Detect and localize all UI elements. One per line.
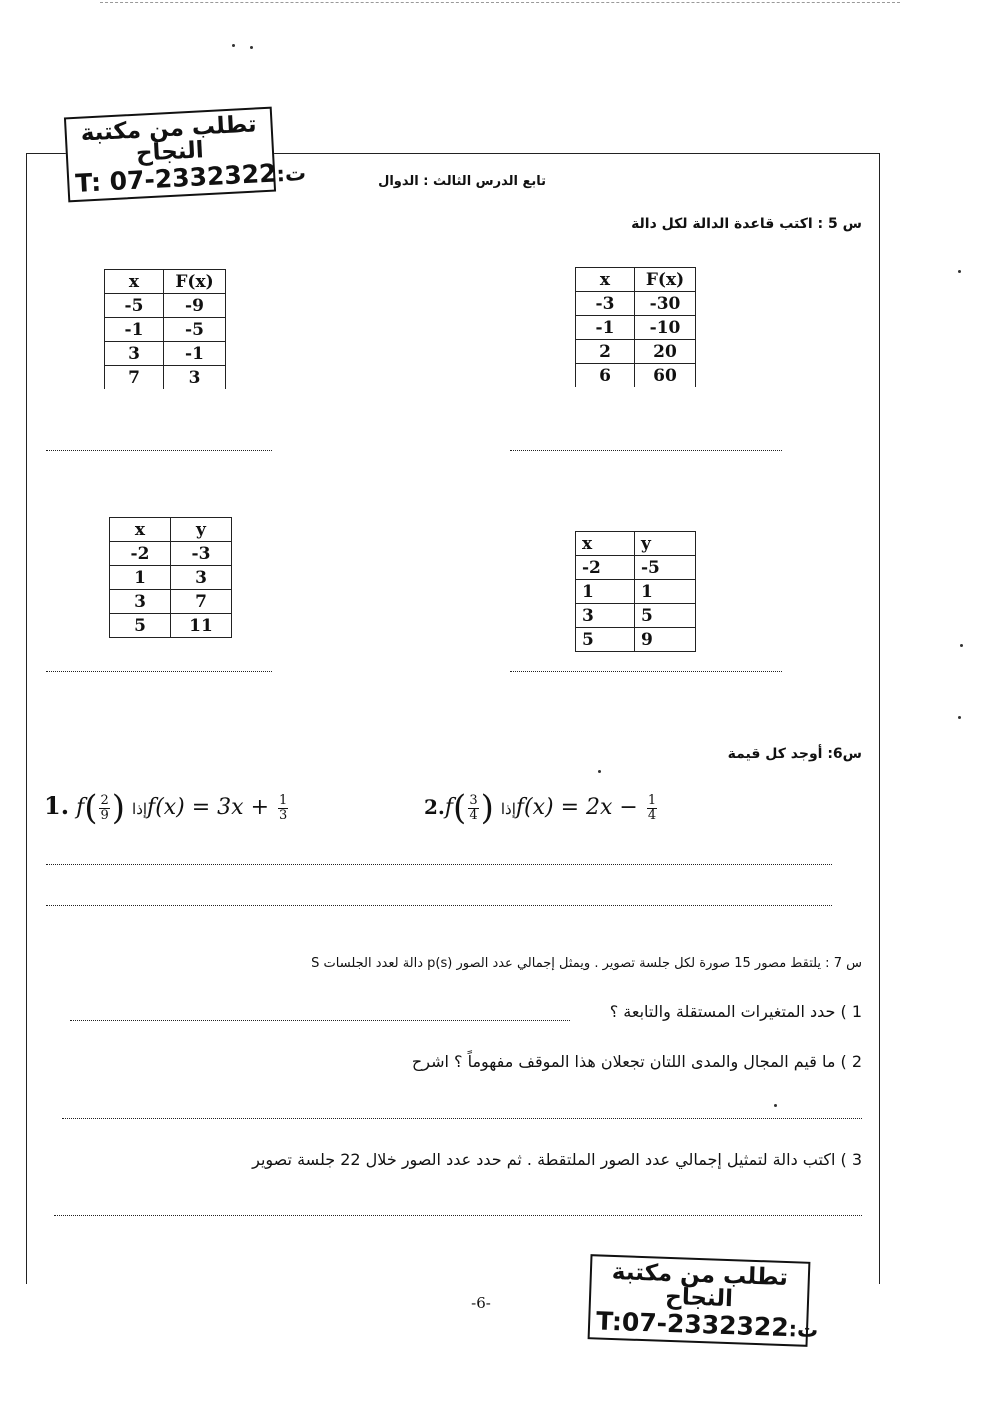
table-cell: -5 xyxy=(105,294,164,318)
constant-fraction: $\frac{1}{4}$ xyxy=(647,792,657,823)
answer-line xyxy=(62,1118,862,1119)
speck xyxy=(960,644,963,647)
table-cell: 20 xyxy=(635,340,696,364)
lesson-title: تابع الدرس الثالث : الدوال xyxy=(378,174,546,189)
constant-fraction: $\frac{1}{3}$ xyxy=(279,792,288,823)
table-cell: -1 xyxy=(576,316,635,340)
function-table-3 xyxy=(109,517,232,638)
table-cell: 3 xyxy=(576,604,635,628)
function-table-2 xyxy=(575,267,696,387)
table-cell: 5 xyxy=(110,614,171,638)
q5-title: س 5 : اكتب قاعدة الدالة لكل دالة xyxy=(631,216,862,232)
table-cell: -5 xyxy=(164,318,226,342)
answer-line xyxy=(46,905,832,906)
table-cell: 3 xyxy=(105,342,164,366)
speck xyxy=(250,46,253,49)
argument-fraction: $\frac{3}{4}$ xyxy=(469,792,478,823)
function-symbol: f xyxy=(76,795,85,820)
table-cell: -5 xyxy=(635,556,696,580)
q7-subquestion-3: 3 ) اكتب دالة لتمثيل إجمالي عدد الصور الملتقطة . ثم حدد عدد الصور خلال 22 جلسة تصوير xyxy=(252,1150,862,1169)
table-cell: -9 xyxy=(164,294,226,318)
function-table-4 xyxy=(575,531,696,652)
table-header: x xyxy=(105,270,164,294)
if-word: إذا xyxy=(132,800,148,818)
q7-subquestion-1: 1 ) حدد المتغيرات المستقلة والتابعة ؟ xyxy=(609,1002,862,1021)
item-number: 1. xyxy=(44,791,70,820)
speck xyxy=(232,44,235,47)
table-header: y xyxy=(635,532,696,556)
answer-line xyxy=(46,864,832,865)
answer-line xyxy=(70,1020,570,1021)
if-word: إذا xyxy=(500,800,516,818)
table-cell: 7 xyxy=(105,366,164,390)
table-cell: 60 xyxy=(635,364,696,388)
speck xyxy=(958,716,961,719)
table-cell: -3 xyxy=(171,542,232,566)
table-header: x xyxy=(110,518,171,542)
table-cell: -10 xyxy=(635,316,696,340)
function-table-1 xyxy=(104,269,226,389)
answer-line xyxy=(510,671,782,672)
table-cell: -2 xyxy=(110,542,171,566)
table-cell: 3 xyxy=(171,566,232,590)
table-cell: 3 xyxy=(164,366,226,390)
table-cell: -2 xyxy=(576,556,635,580)
stamp-phone: 07-2332322 xyxy=(621,1307,790,1343)
stamp-phone: 07-2332322 xyxy=(108,158,278,197)
table-cell: -1 xyxy=(164,342,226,366)
table-cell: 5 xyxy=(635,604,696,628)
q7-subquestion-2: 2 ) ما قيم المجال والمدى اللتان تجعلان هذا الموقف مفهوماً ؟ اشرح xyxy=(411,1052,862,1071)
table-cell: 3 xyxy=(110,590,171,614)
answer-line xyxy=(54,1215,862,1216)
table-header: F(x) xyxy=(635,268,696,292)
stamp-title: تطلب من مكتبة النجاح xyxy=(80,111,258,167)
answer-line xyxy=(46,450,272,451)
table-header: x xyxy=(576,532,635,556)
table-cell: -1 xyxy=(105,318,164,342)
library-stamp-bottom xyxy=(588,1254,819,1347)
table-cell: -30 xyxy=(635,292,696,316)
item-number: 2. xyxy=(424,795,445,819)
function-rule: f(x) = 3x + xyxy=(147,795,270,820)
q7-intro: س 7 : يلتقط مصور 15 صورة لكل جلسة تصوير . ويمثل إجمالي عدد الصور p(s) دالة لعدد الجلسات S xyxy=(311,956,862,971)
q6-item-1: 1. f( $\frac{2}{9}$ ) إذاf(x) = 3x + $\frac{1}{3}$ xyxy=(44,788,288,828)
q6-item-2: 2.f( $\frac{3}{4}$ ) إذاf(x) = 2x − $\frac{1}{4}$ xyxy=(424,788,657,828)
table-cell: 2 xyxy=(576,340,635,364)
answer-line xyxy=(46,671,272,672)
q6-title: س6: أوجد كل قيمة xyxy=(727,746,862,762)
stamp-phone-line: T: 07-2332322:ت xyxy=(74,158,307,198)
table-header: y xyxy=(171,518,232,542)
library-stamp-top xyxy=(64,107,307,203)
stamp-phone-line: T:07-2332322:ت xyxy=(595,1306,819,1343)
page-number: -6- xyxy=(471,1294,491,1312)
table-header: x xyxy=(576,268,635,292)
table-cell: 11 xyxy=(171,614,232,638)
speck xyxy=(958,270,961,273)
table-cell: -3 xyxy=(576,292,635,316)
scan-artifact-top xyxy=(100,2,900,3)
table-cell: 6 xyxy=(576,364,635,388)
table-cell: 5 xyxy=(576,628,635,652)
table-header: F(x) xyxy=(164,270,226,294)
table-cell: 1 xyxy=(635,580,696,604)
table-cell: 7 xyxy=(171,590,232,614)
table-cell: 1 xyxy=(576,580,635,604)
argument-fraction: $\frac{2}{9}$ xyxy=(100,792,109,823)
function-rule: f(x) = 2x − xyxy=(515,795,638,820)
function-symbol: f xyxy=(444,795,454,820)
table-cell: 9 xyxy=(635,628,696,652)
table-cell: 1 xyxy=(110,566,171,590)
stamp-title: تطلب من مكتبة النجاح xyxy=(611,1258,789,1313)
answer-line xyxy=(510,450,782,451)
